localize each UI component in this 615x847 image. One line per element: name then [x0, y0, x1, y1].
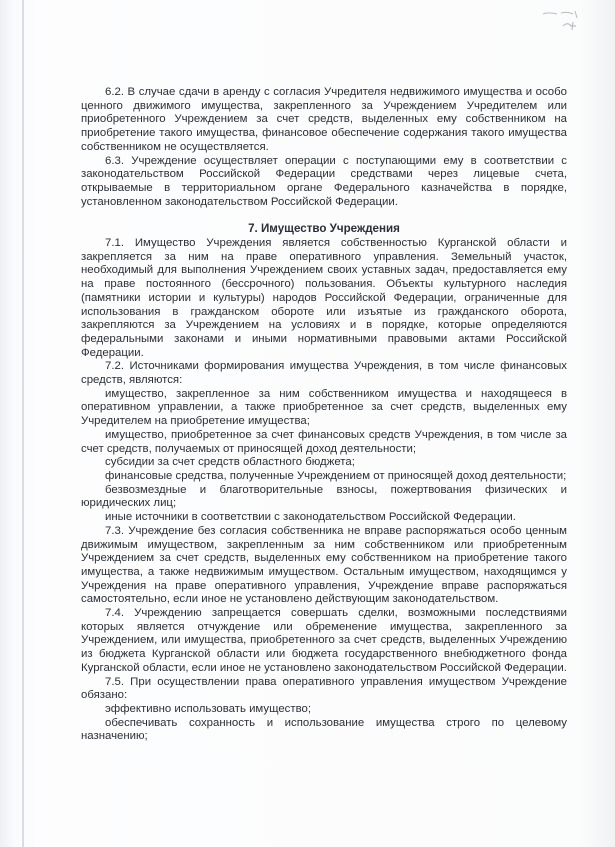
- clause-7-4: 7.4. Учреждению запрещается совершать сделки, возможными последствиями которых является отчуждение или обременение имущества, закрепленного за Учреждением, или имущества, приобретенного за счет средств, выделенных Учреждению из бюджета Курганской области или бюджета государственного внебюджетного фонда Курганской области, если иное не установлено законодательством Российской Федерации.: [81, 607, 567, 674]
- clause-7-2-item: имущество, приобретенное за счет финансовых средств Учреждения, в том числе за счет средств, получаемых от приносящей доход деятельности;: [81, 428, 567, 455]
- section-7-heading: 7. Имущество Учреждения: [248, 222, 400, 236]
- clause-7-2-item: финансовые средства, полученные Учреждением от приносящей доход деятельности;: [105, 469, 567, 482]
- clause-7-2: 7.2. Источниками формирования имущества Учреждения, в том числе финансовых средств, являются:: [81, 360, 567, 387]
- clause-6-3: 6.3. Учреждение осуществляет операции с поступающими ему в соответствии с законодательством Российской Федерации средствами через лицевые счета, открываемые в территориальном органе Федерального казначейства в порядке, установленном законодательством Российской Федерации.: [81, 154, 567, 208]
- clause-7-5: 7.5. При осуществлении права оперативного управления имуществом Учреждение обязано:: [81, 675, 567, 702]
- handwritten-page-mark: [539, 8, 583, 34]
- document-body: [81, 86, 567, 744]
- clause-7-5-item: эффективно использовать имущество;: [105, 702, 311, 715]
- clause-7-1: 7.1. Имущество Учреждения является собственностью Курганской области и закрепляется за ним на праве оперативного управления. Земельный участок, необходимый для выполнения Учреждением своих уставных задач, предоставляется ему на праве постоянного (бессрочного) пользования. Объекты культурного наследия (памятники истории и культуры) народов Российской Федерации, ограниченные для использования в гражданском обороте или изъятые из гражданского оборота, закрепляются за Учреждением на условиях и в порядке, которые определяются федеральными законами и иными нормативными правовыми актами Российской Федерации.: [81, 237, 567, 359]
- clause-7-2-item: субсидии за счет средств областного бюджета;: [105, 456, 355, 469]
- clause-7-2-item: безвозмездные и благотворительные взносы, пожертвования физических и юридических лиц;: [81, 483, 567, 510]
- clause-7-5-item: обеспечивать сохранность и использование имущества строго по целевому назначению;: [81, 716, 567, 743]
- clause-7-2-item: имущество, закрепленное за ним собственником имущества и находящееся в оперативном управлении, а также приобретенное за счет средств, выделенных ему Учредителем на приобретение имущества;: [81, 387, 567, 428]
- clause-7-3: 7.3. Учреждение без согласия собственника не вправе распоряжаться особо ценным движимым имуществом, закрепленным за ним собственником или приобретенным Учреждением за счет средств, выделенных ему собственником на приобретение такого имущества, а также недвижимым имуществом. Остальным имуществом, находящимся у Учреждения на праве оперативного управления, Учреждение вправе распоряжаться самостоятельно, если иное не установлено действующим законодательством.: [81, 524, 567, 606]
- clause-6-2: 6.2. В случае сдачи в аренду с согласия Учредителя недвижимого имущества и особо ценного движимого имущества, закрепленного за Учреждением Учредителем или приобретенного Учреждением за счет средств, выделенных ему собственником на приобретение такого имущества, финансовое обеспечение содержания такого имущества собственником не осуществляется.: [81, 86, 567, 153]
- binding-edge-shadow: [22, 0, 24, 847]
- clause-7-2-item: иные источники в соответствии с законодательством Российской Федерации.: [105, 511, 516, 524]
